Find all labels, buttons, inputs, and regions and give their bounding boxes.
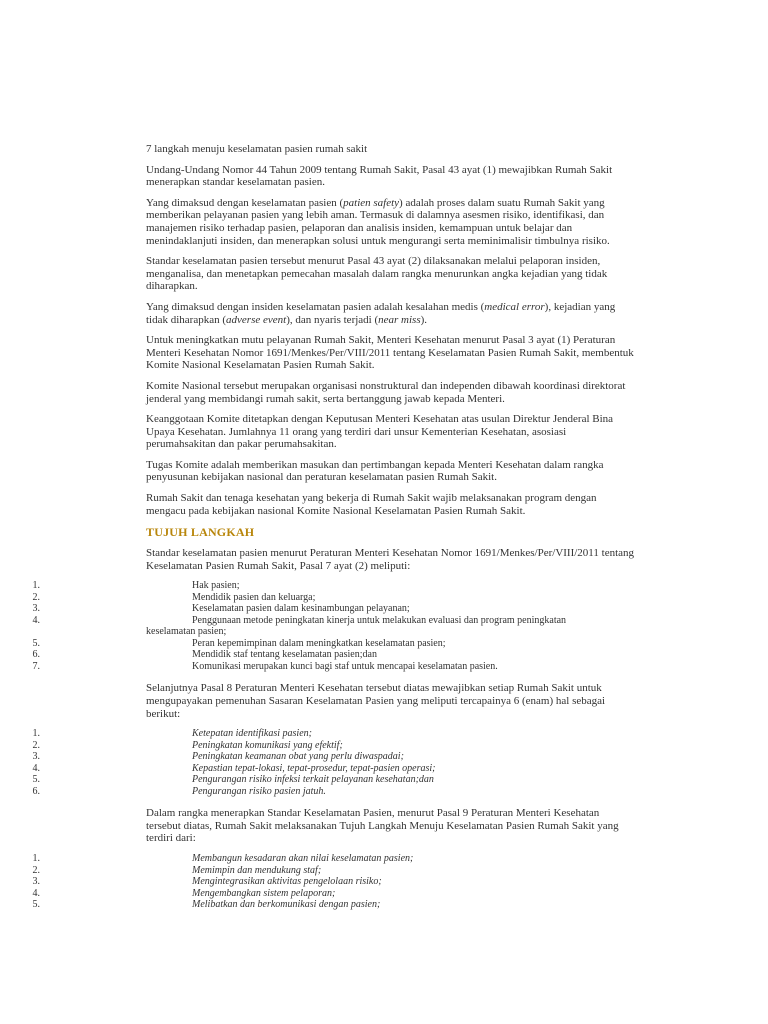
- list-number: 3.: [32, 751, 40, 763]
- list-number: 2.: [32, 864, 40, 876]
- paragraph-2: Yang dimaksud dengan keselamatan pasien (patien safety) adalah proses dalam suatu Rumah Sakit yang memberikan pelayanan pasien yang lebih aman. Termasuk di dalamnya asesmen risiko, identifikasi, dan manajemen risiko terhadap pasien, pelaporan dan analisis insiden, kemampuan untuk belajar dan menindaklanjuti insiden, dan menerapkan solusi untuk mengurangi serta meminimalisir timbulnya risiko.: [146, 196, 610, 247]
- paragraph-1: Undang-Undang Nomor 44 Tahun 2009 tentang Rumah Sakit, Pasal 43 ayat (1) mewajibkan Rumah Sakit menerapkan standar keselamatan pasien.: [146, 163, 613, 189]
- list-text: Peran kepemimpinan dalam meningkatkan keselamatan pasien;: [192, 637, 446, 649]
- list-text: Peningkatan komunikasi yang efektif;: [192, 739, 343, 751]
- list-item: [0, 865, 644, 877]
- list-text: Komunikasi merupakan kunci bagi staf untuk mencapai keselamatan pasien.: [192, 660, 498, 672]
- list-number: 1.: [32, 728, 40, 740]
- list-text: Mendidik pasien dan keluarga;: [192, 591, 316, 603]
- list-text: Hak pasien;: [192, 580, 240, 592]
- term-near-miss: near miss: [378, 313, 421, 326]
- list-number: 4.: [32, 762, 40, 774]
- list-item: [0, 661, 644, 673]
- list-number: 5.: [32, 899, 40, 910]
- list-item: [0, 876, 644, 888]
- list-text: Pengurangan risiko infeksi terkait pelayanan kesehatan;dan: [192, 774, 434, 786]
- document-body: [32, 143, 636, 921]
- list-number: 1.: [32, 580, 40, 592]
- list-item: [0, 774, 644, 786]
- list-text: Mengembangkan sistem pelaporan;: [192, 887, 336, 899]
- list-item: [0, 853, 644, 865]
- list-number: 5.: [32, 774, 40, 786]
- list-text: Keselamatan pasien dalam kesinambungan pelayanan;: [192, 603, 410, 615]
- list-text: Memimpin dan mendukung staf;: [192, 864, 322, 876]
- list-text: Ketepatan identifikasi pasien;: [192, 728, 312, 740]
- paragraph-12: Dalam rangka menerapkan Standar Keselamatan Pasien, menurut Pasal 9 Peraturan Menteri Kesehatan tersebut diatas, Rumah Sakit melaksanakan Tujuh Langkah Menuju Keselamatan Pasien Rumah Sakit yang terdiri dari:: [146, 807, 619, 845]
- paragraph-10: Standar keselamatan pasien menurut Peraturan Menteri Kesehatan Nomor 1691/Menkes/Per/VIII/2011 tentang Keselamatan Pasien Rumah Sakit, Pasal 7 ayat (2) meliputi:: [146, 547, 635, 572]
- list-item: [0, 615, 644, 638]
- list-item: [0, 740, 644, 752]
- list-item: [0, 649, 644, 661]
- paragraph-4: Yang dimaksud dengan insiden keselamatan pasien adalah kesalahan medis (medical error), kejadian yang tidak diharapkan (adverse event), dan nyaris terjadi (near miss).: [146, 300, 616, 326]
- list-number: 3.: [32, 603, 40, 615]
- standards-list: [0, 580, 636, 672]
- list-item: [0, 603, 644, 615]
- list-text: Melibatkan dan berkomunikasi dengan pasien;: [192, 899, 381, 910]
- list-number: 5.: [32, 637, 40, 649]
- term-patient-safety: patien safety: [343, 196, 400, 209]
- list-text: Kepastian tepat-lokasi, tepat-prosedur, tepat-pasien operasi;: [192, 762, 436, 774]
- list-number: 6.: [32, 785, 40, 797]
- list-number: 1.: [32, 853, 40, 864]
- paragraph-8: Tugas Komite adalah memberikan masukan dan pertimbangan kepada Menteri Kesehatan dalam rangka penyusunan kebijakan nasional dan peraturan keselamatan pasien Rumah Sakit.: [146, 458, 604, 484]
- list-number: 2.: [32, 591, 40, 603]
- list-item: [0, 638, 644, 650]
- list-text: Membangun kesadaran akan nilai keselamatan pasien;: [192, 853, 414, 864]
- paragraph-6: Komite Nasional tersebut merupakan organisasi nonstruktural dan independen dibawah koordinasi direktorat jenderal yang membidangi rumah sakit, serta bertanggung jawab kepada Menteri.: [146, 379, 626, 405]
- list-text: Pengurangan risiko pasien jatuh.: [192, 785, 326, 797]
- list-text: Penggunaan metode peningkatan kinerja untuk melakukan evaluasi dan program peningkatan: [192, 614, 567, 626]
- list-text: Mendidik staf tentang keselamatan pasien;dan: [192, 649, 377, 661]
- list-item: [0, 899, 644, 911]
- list-item: [0, 728, 644, 740]
- term-adverse-event: adverse event: [226, 313, 287, 326]
- term-medical-error: medical error: [484, 300, 545, 313]
- list-number: 7.: [32, 660, 40, 672]
- list-item: [0, 580, 644, 592]
- list-number: 6.: [32, 649, 40, 661]
- list-number: 2.: [32, 739, 40, 751]
- paragraph-3: Standar keselamatan pasien tersebut menurut Pasal 43 ayat (2) dilaksanakan melalui pelaporan insiden, menganalisa, dan menetapkan pemecahan masalah dalam rangka menurunkan angka kejadian yang tidak diharapkan.: [146, 255, 608, 293]
- paragraph-11: Selanjutnya Pasal 8 Peraturan Menteri Kesehatan tersebut diatas mewajibkan setiap Rumah Sakit untuk mengupayakan pemenuhan Sasaran Keselamatan Pasien yang meliputi tercapainya 6 (enam) hal sebagai berikut:: [146, 682, 606, 720]
- list-item: [0, 786, 644, 798]
- list-number: 4.: [32, 887, 40, 899]
- list-item: [0, 763, 644, 775]
- targets-list: [0, 728, 636, 797]
- list-item: [0, 888, 644, 900]
- list-item: [0, 751, 644, 763]
- list-number: 3.: [32, 876, 40, 887]
- paragraph-7: Keanggotaan Komite ditetapkan dengan Keputusan Menteri Kesehatan atas usulan Direktur Jenderal Bina Upaya Kesehatan. Jumlahnya 11 orang yang terdiri dari unsur Kementerian Kesehatan, asosiasi perumahsakitan dan pakar perumahsakitan.: [146, 413, 614, 451]
- seven-steps-list: [0, 853, 636, 911]
- paragraph-9: Rumah Sakit dan tenaga kesehatan yang bekerja di Rumah Sakit wajib melaksanakan program dengan mengacu pada kebijakan nasional Komite Nasional Keselamatan Pasien Rumah Sakit.: [146, 492, 597, 517]
- section-heading: TUJUH LANGKAH: [146, 525, 255, 540]
- list-number: 4.: [32, 614, 40, 626]
- list-item: [0, 592, 644, 604]
- list-text-continued: keselamatan pasien;: [146, 626, 227, 638]
- list-text: Peningkatan keamanan obat yang perlu diwaspadai;: [192, 751, 404, 763]
- list-text: Mengintegrasikan aktivitas pengelolaan risiko;: [192, 876, 382, 887]
- paragraph-5: Untuk meningkatkan mutu pelayanan Rumah Sakit, Menteri Kesehatan menurut Pasal 3 ayat (1) Peraturan Menteri Kesehatan Nomor 1691/Menkes/Per/VIII/2011 tentang Keselamatan Pasien Rumah Sakit, membentuk Komite Nasional Keselamatan Pasien Rumah Sakit.: [146, 334, 634, 372]
- document-title: 7 langkah menuju keselamatan pasien rumah sakit: [146, 143, 368, 155]
